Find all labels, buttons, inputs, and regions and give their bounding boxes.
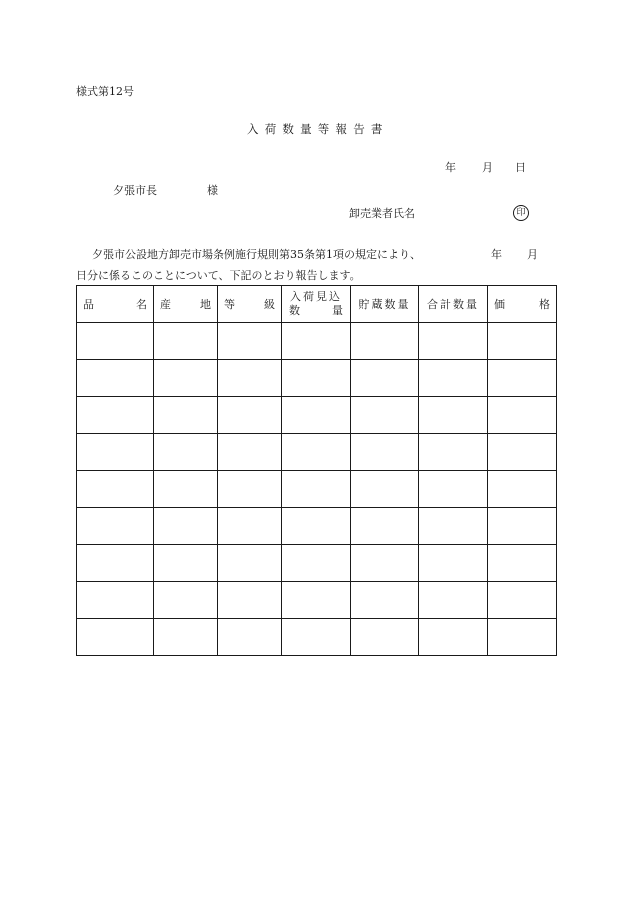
document-title: 入荷数量等報告書	[247, 122, 389, 136]
cell-grade[interactable]	[218, 434, 282, 471]
table-row	[77, 323, 557, 360]
cell-price[interactable]	[488, 545, 557, 582]
body-year-label: 年	[491, 248, 502, 261]
cell-expected-quantity[interactable]	[282, 545, 351, 582]
table-row	[77, 434, 557, 471]
cell-item-name[interactable]	[77, 323, 154, 360]
cell-price[interactable]	[488, 360, 557, 397]
cell-item-name[interactable]	[77, 545, 154, 582]
table-body	[77, 323, 557, 656]
table-row	[77, 471, 557, 508]
cell-expected-quantity[interactable]	[282, 323, 351, 360]
cell-grade[interactable]	[218, 545, 282, 582]
cell-storage-quantity[interactable]	[351, 619, 419, 656]
cell-origin[interactable]	[154, 323, 218, 360]
cell-expected-quantity[interactable]	[282, 360, 351, 397]
cell-grade[interactable]	[218, 323, 282, 360]
date-month-label: 月	[482, 161, 493, 174]
cell-item-name[interactable]	[77, 619, 154, 656]
cell-price[interactable]	[488, 508, 557, 545]
cell-origin[interactable]	[154, 619, 218, 656]
body-month-label: 月	[527, 248, 538, 261]
cell-price[interactable]	[488, 323, 557, 360]
cell-storage-quantity[interactable]	[351, 323, 419, 360]
table-row	[77, 619, 557, 656]
cell-total-quantity[interactable]	[419, 471, 488, 508]
form-number: 様式第12号	[76, 85, 134, 98]
cell-storage-quantity[interactable]	[351, 360, 419, 397]
cell-expected-quantity[interactable]	[282, 434, 351, 471]
cell-expected-quantity[interactable]	[282, 508, 351, 545]
date-day-label: 日	[515, 161, 526, 174]
cell-price[interactable]	[488, 471, 557, 508]
cell-item-name[interactable]	[77, 508, 154, 545]
addressee-name: 夕張市長	[113, 184, 157, 197]
table-row	[77, 545, 557, 582]
date-year-label: 年	[445, 161, 456, 174]
cell-expected-quantity[interactable]	[282, 397, 351, 434]
cell-item-name[interactable]	[77, 582, 154, 619]
cell-storage-quantity[interactable]	[351, 582, 419, 619]
report-table	[76, 285, 557, 656]
cell-price[interactable]	[488, 434, 557, 471]
header-storage-quantity: 貯蔵数量	[351, 286, 419, 323]
cell-origin[interactable]	[154, 360, 218, 397]
cell-storage-quantity[interactable]	[351, 434, 419, 471]
cell-storage-quantity[interactable]	[351, 508, 419, 545]
table-header-row	[77, 286, 557, 323]
cell-total-quantity[interactable]	[419, 582, 488, 619]
header-grade: 等 級	[218, 286, 282, 323]
cell-price[interactable]	[488, 582, 557, 619]
body-text-line-2: 日分に係るこのことについて、下記のとおり報告します。	[76, 269, 361, 282]
cell-grade[interactable]	[218, 471, 282, 508]
cell-item-name[interactable]	[77, 434, 154, 471]
body-text-line-1: 夕張市公設地方卸売市場条例施行規則第35条第1項の規定により、	[92, 248, 421, 261]
cell-storage-quantity[interactable]	[351, 471, 419, 508]
cell-total-quantity[interactable]	[419, 397, 488, 434]
cell-grade[interactable]	[218, 582, 282, 619]
table-row	[77, 360, 557, 397]
cell-grade[interactable]	[218, 360, 282, 397]
table-row	[77, 582, 557, 619]
table-row	[77, 508, 557, 545]
cell-origin[interactable]	[154, 434, 218, 471]
cell-total-quantity[interactable]	[419, 508, 488, 545]
cell-total-quantity[interactable]	[419, 323, 488, 360]
cell-origin[interactable]	[154, 397, 218, 434]
cell-grade[interactable]	[218, 619, 282, 656]
cell-item-name[interactable]	[77, 397, 154, 434]
seal-mark-icon: 印	[513, 205, 529, 221]
header-expected-arrival-quantity: 入荷見込 数 量	[282, 286, 351, 323]
header-origin: 産 地	[154, 286, 218, 323]
cell-total-quantity[interactable]	[419, 434, 488, 471]
cell-expected-quantity[interactable]	[282, 619, 351, 656]
cell-origin[interactable]	[154, 545, 218, 582]
table-row	[77, 397, 557, 434]
header-total-quantity: 合計数量	[419, 286, 488, 323]
cell-total-quantity[interactable]	[419, 360, 488, 397]
cell-expected-quantity[interactable]	[282, 471, 351, 508]
header-price: 価 格	[488, 286, 557, 323]
cell-origin[interactable]	[154, 508, 218, 545]
cell-price[interactable]	[488, 619, 557, 656]
cell-item-name[interactable]	[77, 360, 154, 397]
cell-price[interactable]	[488, 397, 557, 434]
cell-grade[interactable]	[218, 397, 282, 434]
cell-total-quantity[interactable]	[419, 619, 488, 656]
cell-storage-quantity[interactable]	[351, 545, 419, 582]
cell-expected-quantity[interactable]	[282, 582, 351, 619]
cell-item-name[interactable]	[77, 471, 154, 508]
cell-grade[interactable]	[218, 508, 282, 545]
header-item-name: 品 名	[77, 286, 154, 323]
cell-origin[interactable]	[154, 582, 218, 619]
wholesaler-name-label: 卸売業者氏名	[349, 207, 415, 220]
cell-storage-quantity[interactable]	[351, 397, 419, 434]
cell-origin[interactable]	[154, 471, 218, 508]
cell-total-quantity[interactable]	[419, 545, 488, 582]
addressee-honorific: 様	[207, 184, 218, 197]
